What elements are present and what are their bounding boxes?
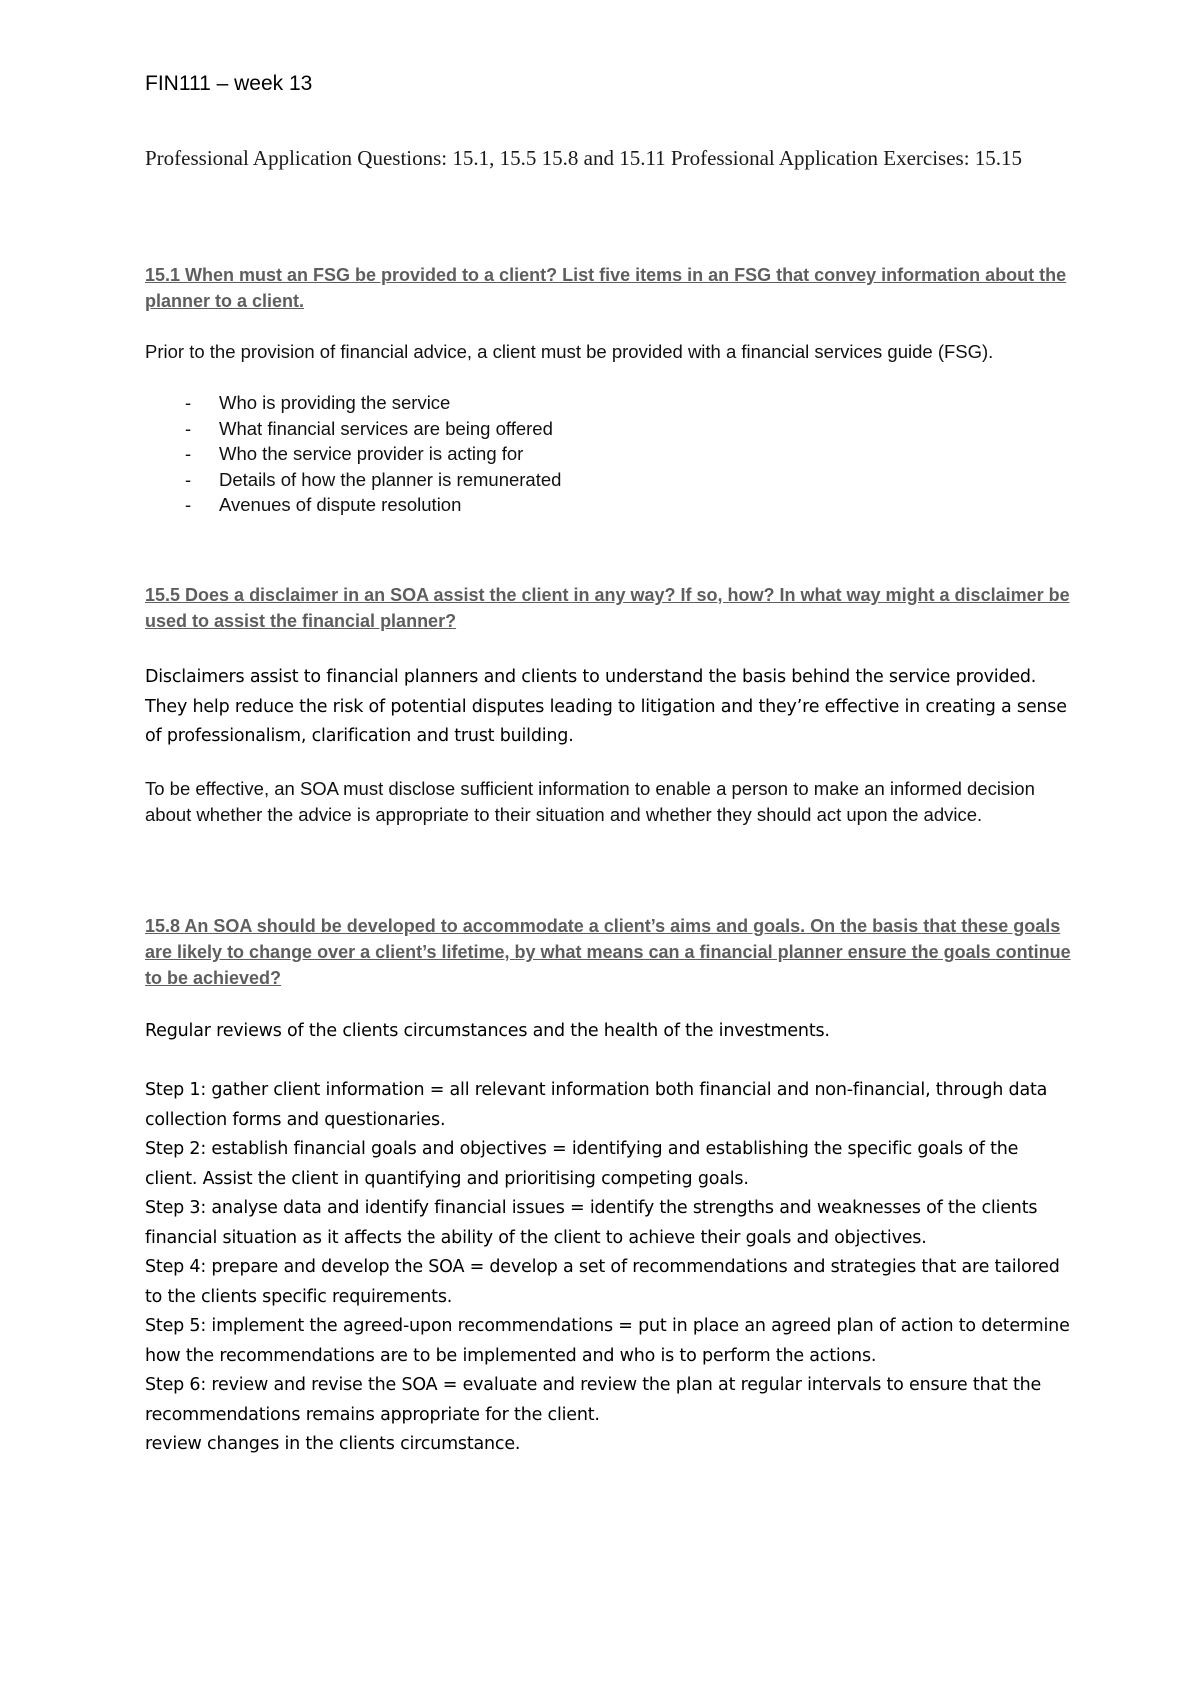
answer-15-5-soa: To be effective, an SOA must disclose sufficient information to enable a person to make an informed decision about whether the advice is appropriate to their situation and whether they should act upon the advice.	[145, 778, 1035, 825]
dash-bullet-icon: -	[185, 468, 192, 490]
step-2: Step 2: establish financial goals and objectives = identifying and establishing the specific goals of the client. Assist the client in quantifying and prioritising competing goals.	[145, 1139, 1019, 1189]
planning-steps	[145, 1076, 1075, 1460]
list-item: - Who the service provider is acting for	[145, 441, 1075, 467]
review-note: review changes in the clients circumstance.	[145, 1434, 521, 1454]
question-15-8: 15.8 An SOA should be developed to accommodate a client’s aims and goals. On the basis that these goals are likely to change over a client’s lifetime, by what means can a financial planner ensure the goals continue to be achieved?	[145, 916, 1071, 988]
list-item: - Details of how the planner is remunerated	[145, 467, 1075, 493]
step-1: Step 1: gather client information = all relevant information both financial and non-financial, through data collection forms and questionaries.	[145, 1080, 1048, 1130]
question-15-5: 15.5 Does a disclaimer in an SOA assist the client in any way? If so, how? In what way might a disclaimer be used to assist the financial planner?	[145, 585, 1070, 631]
answer-15-8: Regular reviews of the clients circumstances and the health of the investments.	[145, 1021, 830, 1041]
dash-bullet-icon: -	[185, 443, 192, 464]
answer-15-5-disclaimers: Disclaimers assist to financial planners and clients to understand the basis behind the service provided. They help reduce the risk of potential disputes leading to litigation and they’re effective in creating a sense of professionalism, clarification and trust building.	[145, 667, 1067, 746]
step-3: Step 3: analyse data and identify financial issues = identify the strengths and weaknesses of the clients financial situation as it affects the ability of the client to achieve their goals and objectives.	[145, 1198, 1038, 1248]
step-4: Step 4: prepare and develop the SOA = develop a set of recommendations and strategies that are tailored to the clients specific requirements.	[145, 1257, 1060, 1307]
intro-text: Professional Application Questions: 15.1, 15.5 15.8 and 15.11 Professional Application Exercises: 15.15	[145, 146, 1023, 170]
list-item: - Who is providing the service	[145, 390, 1075, 416]
answer-15-1: Prior to the provision of financial advice, a client must be provided with a financial services guide (FSG).	[145, 341, 994, 362]
document-title: FIN111 – week 13	[145, 72, 313, 95]
dash-bullet-icon: -	[185, 494, 192, 515]
step-5: Step 5: implement the agreed-upon recommendations = put in place an agreed plan of action to determine how the recommendations are to be implemented and who is to perform the actions.	[145, 1316, 1070, 1366]
dash-bullet-icon: -	[185, 417, 192, 439]
question-15-1: 15.1 When must an FSG be provided to a client? List five items in an FSG that convey information about the planner to a client.	[145, 265, 1067, 311]
step-6: Step 6: review and revise the SOA = evaluate and review the plan at regular intervals to ensure that the recommendations remains appropriate for the client.	[145, 1375, 1042, 1425]
list-item: - Avenues of dispute resolution	[145, 492, 1075, 518]
dash-bullet-icon: -	[185, 392, 192, 413]
list-item: - What financial services are being offered	[145, 416, 1075, 442]
fsg-items-list	[145, 390, 1075, 518]
